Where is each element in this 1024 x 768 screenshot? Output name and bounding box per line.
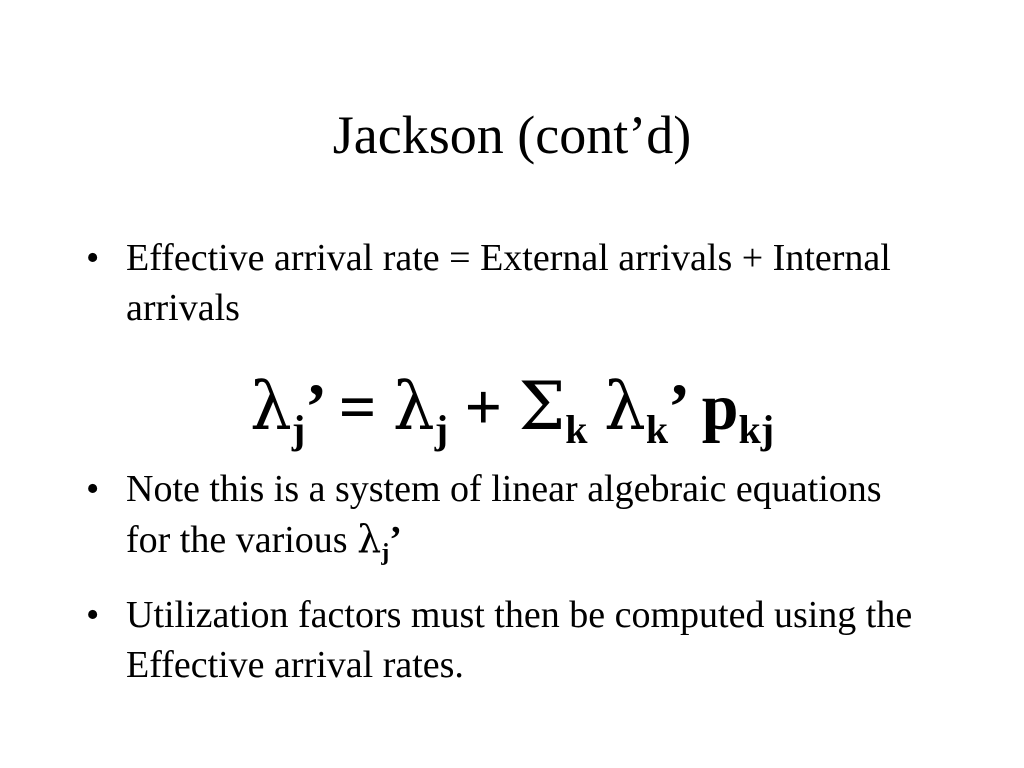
- subscript-k: k: [645, 407, 669, 452]
- bullet-marker: •: [86, 468, 100, 510]
- bullet-item-utilization-factors: [86, 590, 916, 690]
- bullet-text-wrapper: [126, 464, 916, 565]
- sigma-symbol: Σ: [518, 368, 566, 445]
- bullet-text: Effective arrival rate = External arrivals + Internal arrivals: [126, 237, 891, 329]
- lambda-symbol: λ: [357, 517, 382, 561]
- lambda-symbol: λ: [249, 368, 292, 445]
- plus-sign: +: [448, 371, 519, 444]
- equals-sign: =: [322, 371, 393, 444]
- subscript-j: j: [434, 407, 449, 452]
- bullet-marker: •: [86, 237, 100, 279]
- prime-mark: ’: [305, 371, 323, 444]
- subscript-kj: kj: [738, 407, 775, 452]
- prime-mark: ’: [389, 519, 402, 561]
- slide-title: Jackson (cont’d): [332, 105, 692, 165]
- bullet-marker: •: [86, 594, 100, 636]
- subscript-j: j: [381, 540, 390, 566]
- prime-mark: ’: [668, 371, 686, 444]
- arrival-rate-equation: [0, 362, 1024, 453]
- subscript-k: k: [565, 407, 588, 452]
- bullet-text: Utilization factors must then be computed using the Effective arrival rates.: [126, 594, 913, 686]
- lambda-symbol: λ: [604, 368, 646, 445]
- lambda-symbol: λ: [392, 368, 435, 445]
- bullet-text: Note this is a system of linear algebraic equations for the various: [126, 468, 882, 561]
- spacer: [588, 371, 605, 444]
- bullet-item-linear-system-note: [86, 464, 916, 565]
- subscript-j: j: [291, 407, 306, 452]
- p-variable: p: [685, 371, 739, 444]
- bullet-item-effective-arrival-rate: [86, 233, 916, 333]
